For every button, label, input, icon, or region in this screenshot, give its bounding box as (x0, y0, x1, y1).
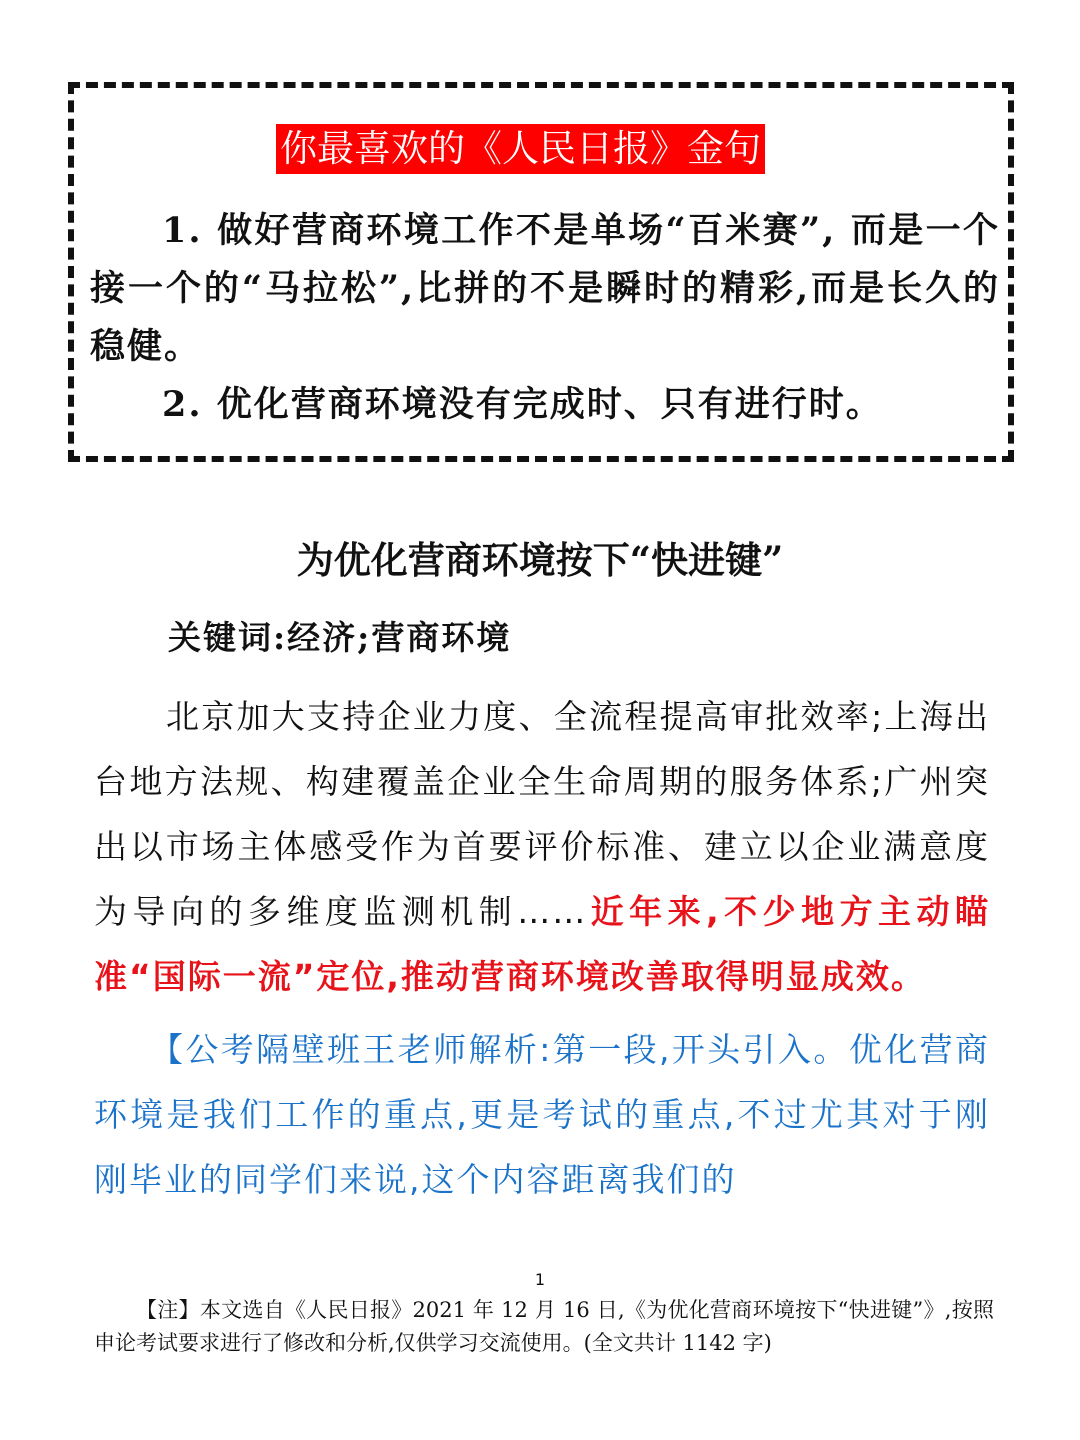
quote-box-title: 你最喜欢的《人民日报》金句 (276, 124, 765, 174)
article-title: 为优化营商环境按下“快进键” (296, 538, 784, 582)
footnote-text: 【注】本文选自《人民日报》2021 年 12 月 16 日,《为优化营商环境按下“快进键”》,按照申论考试要求进行了修改和分析,仅供学习交流使用。(全文共计 1142 字) (94, 1298, 994, 1355)
paragraph-1-highlight-text: 近年来,不少地方主动瞄准“国际一流”定位,推动营商环境改善取得明显成效。 (94, 892, 990, 996)
page-number: 1 (534, 1270, 546, 1289)
quote-item-2: 2. 优化营商环境没有完成时、只有进行时。 (162, 384, 883, 425)
footnote (94, 1294, 994, 1360)
paragraph-1-plain-text: 北京加大支持企业力度、全流程提高审批效率;上海出台地方法规、构建覆盖企业全生命周期的服务体系;广州突出以市场主体感受作为首要评价标准、建立以企业满意度为导向的多维度监测机制…… (94, 697, 990, 931)
quote-list (90, 202, 1000, 434)
article-body (94, 684, 990, 1212)
quote-item-1: 1. 做好营商环境工作不是单场“百米赛”, 而是一个接一个的“马拉松”,比拼的不是瞬时的精彩,而是长久的稳健。 (90, 210, 1000, 367)
article-paragraph-1 (94, 684, 990, 1009)
article-keywords: 关键词:经济;营商环境 (168, 618, 512, 657)
analysis-note: 【公考隔壁班王老师解析:第一段,开头引入。优化营商环境是我们工作的重点,更是考试的重点,不过尤其对于刚刚毕业的同学们来说,这个内容距离我们的 (94, 1030, 990, 1199)
